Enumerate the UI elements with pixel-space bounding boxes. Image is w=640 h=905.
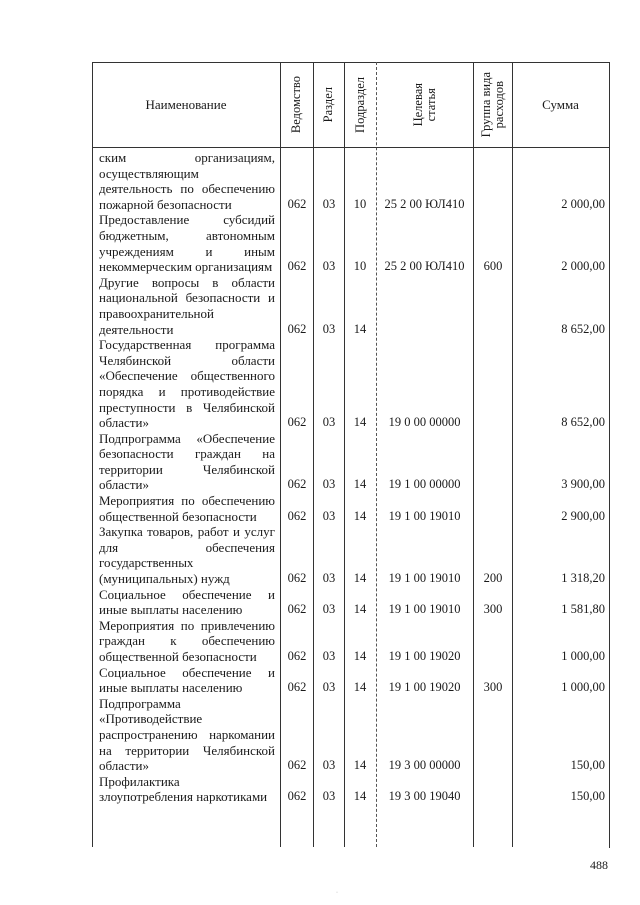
row-razdel: 03	[322, 415, 336, 430]
row-razdel: 03	[322, 196, 336, 211]
row-razdel: 03	[322, 508, 336, 523]
row-name: Социальное обеспечение и иные выплаты населению	[99, 664, 275, 696]
page-number: 488	[590, 858, 608, 872]
row-podrazdel: 14	[353, 789, 367, 804]
row-podrazdel: 14	[353, 758, 367, 773]
row-podrazdel: 14	[353, 649, 367, 663]
row-summa: 3 900,00	[561, 477, 605, 492]
row-summa: 2 900,00	[561, 508, 605, 523]
row-razdel: 03	[322, 321, 336, 336]
row-summa: 2 000,00	[561, 196, 605, 211]
row-summa: 1 318,20	[561, 571, 605, 586]
row-celevaya-statya: 19 1 00 00000	[388, 477, 461, 492]
row-vedomstvo: 062	[287, 789, 307, 804]
row-podrazdel: 14	[353, 602, 367, 617]
row-podrazdel: 14	[353, 477, 367, 492]
row-razdel: 03	[322, 789, 336, 804]
row-vedomstvo: 062	[287, 196, 307, 211]
row-summa: 8 652,00	[561, 415, 605, 430]
row-name: Подпрограмма «Обеспечение безопасности граждан на территории Челябинской области»	[99, 430, 275, 493]
row-podrazdel: 14	[353, 508, 367, 523]
row-summa: 2 000,00	[561, 259, 605, 274]
row-razdel: 03	[322, 477, 336, 492]
row-vedomstvo: 062	[287, 602, 307, 617]
row-summa: 150,00	[570, 789, 605, 804]
row-name: Профилактика злоупотребления наркотиками	[99, 773, 268, 805]
row-vedomstvo: 062	[287, 259, 307, 274]
row-podrazdel: 10	[353, 259, 367, 274]
row-vedomstvo: 062	[287, 415, 307, 430]
row-vedomstvo: 062	[287, 680, 307, 695]
row-summa: 8 652,00	[561, 321, 605, 336]
table-row	[92, 587, 609, 618]
header-divider	[92, 147, 609, 148]
row-vedomstvo: 062	[287, 758, 307, 773]
row-razdel: 03	[322, 680, 336, 695]
row-vedomstvo: 062	[287, 571, 307, 586]
row-celevaya-statya: 19 1 00 19010	[388, 508, 461, 523]
row-gruppa: 300	[483, 602, 503, 617]
row-name: ским организациям, осуществляющим деятельность по обеспечению пожарной безопасности	[99, 150, 275, 212]
row-name: Другие вопросы в области национальной безопасности и правоохранительной деятельности	[99, 274, 275, 337]
row-gruppa: 300	[483, 680, 503, 695]
row-summa: 1 581,80	[561, 602, 605, 617]
row-name: Мероприятия по обеспечению общественной безопасности	[99, 493, 275, 524]
row-name: Подпрограмма «Противодействие распространению наркомании на территории Челябинской области»	[99, 695, 275, 774]
table-row	[92, 618, 609, 665]
header-celevaya-statya: Целевая статья	[410, 82, 438, 127]
row-gruppa: 600	[483, 259, 503, 274]
row-razdel: 03	[322, 649, 336, 663]
row-podrazdel: 14	[353, 415, 367, 430]
table-row	[92, 774, 609, 805]
table-row	[92, 431, 609, 493]
row-celevaya-statya: 25 2 00 ЮЛ410	[384, 259, 465, 274]
row-celevaya-statya: 19 3 00 00000	[388, 758, 461, 773]
header-gruppa-vida-raskhodov: Группа вида расходов	[478, 71, 506, 138]
row-podrazdel: 14	[353, 321, 367, 336]
row-celevaya-statya: 19 1 00 19020	[388, 680, 461, 695]
row-vedomstvo: 062	[287, 321, 307, 336]
row-celevaya-statya: 19 1 00 19020	[388, 649, 461, 663]
header-podrazdel: Подраздел	[352, 76, 367, 133]
table-row	[92, 665, 609, 696]
table-row	[92, 212, 609, 274]
header-vedomstvo: Ведомство	[289, 75, 303, 134]
row-summa: 150,00	[570, 758, 605, 773]
table-body	[92, 150, 609, 805]
row-name: Мероприятия по привлечению граждан к обеспечению общественной безопасности	[99, 617, 275, 664]
row-celevaya-statya: 19 1 00 19010	[388, 571, 461, 586]
row-celevaya-statya: 19 3 00 19040	[388, 789, 461, 804]
header-razdel: Раздел	[321, 86, 335, 123]
row-summa: 1 000,00	[561, 680, 605, 695]
row-razdel: 03	[322, 259, 336, 274]
table-row	[92, 696, 609, 774]
row-celevaya-statya: 25 2 00 ЮЛ410	[384, 196, 465, 211]
row-name: Предоставление субсидий бюджетным, автономным учреждениям и иным некоммерческим организациям	[99, 212, 275, 275]
table-row	[92, 337, 609, 431]
row-podrazdel: 14	[353, 680, 367, 695]
scan-speck: ·	[336, 890, 338, 896]
row-celevaya-statya: 19 0 00 00000	[388, 415, 461, 430]
header-summa: Сумма	[542, 96, 579, 112]
row-razdel: 03	[322, 602, 336, 617]
row-razdel: 03	[322, 758, 336, 773]
row-celevaya-statya: 19 1 00 19010	[388, 602, 461, 617]
row-podrazdel: 10	[353, 196, 367, 211]
row-vedomstvo: 062	[287, 477, 307, 492]
row-podrazdel: 14	[353, 571, 367, 586]
row-name: Социальное обеспечение и иные выплаты населению	[99, 586, 275, 618]
table-row	[92, 150, 609, 212]
row-vedomstvo: 062	[287, 508, 307, 523]
row-razdel: 03	[322, 571, 336, 586]
row-name: Закупка товаров, работ и услуг для обеспечения государственных (муниципальных) нужд	[99, 524, 275, 587]
table-row	[92, 493, 609, 524]
header-name: Наименование	[145, 96, 227, 112]
row-name: Государственная программа Челябинской области «Обеспечение общественного порядка и противодействие преступности в Челябинской области»	[99, 337, 275, 431]
table-row	[92, 524, 609, 586]
table-row	[92, 275, 609, 337]
row-gruppa: 200	[483, 571, 503, 586]
row-summa: 1 000,00	[561, 649, 605, 663]
row-vedomstvo: 062	[287, 649, 307, 663]
